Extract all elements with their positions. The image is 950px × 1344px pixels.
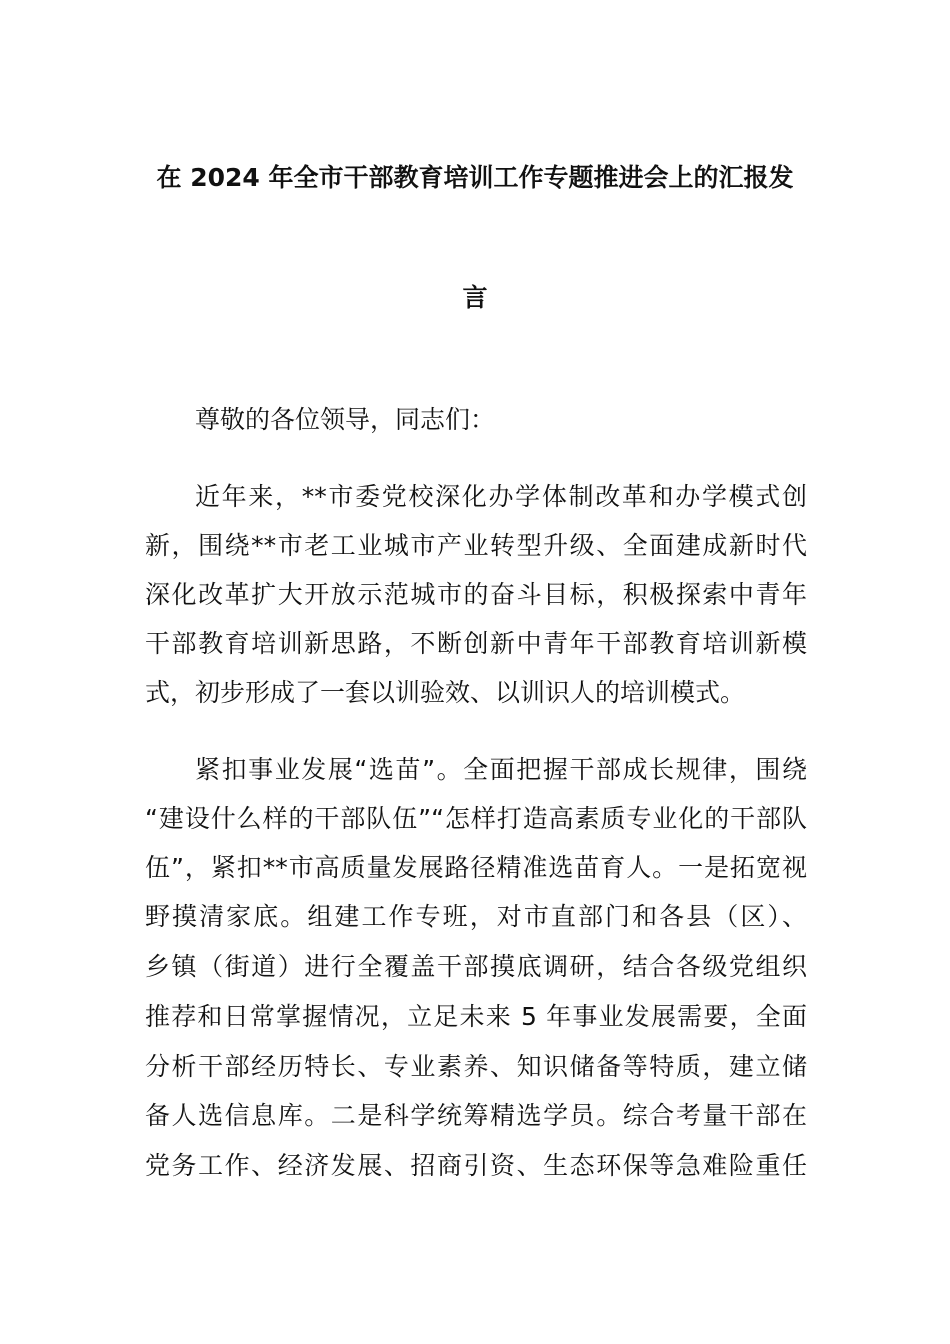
paragraph-2-line: 紧扣事业发展“选苗”。全面把握干部成长规律，围绕 <box>195 755 807 784</box>
paragraph-2-line: 推荐和日常掌握情况，立足未来 5 年事业发展需要，全面 <box>145 1002 807 1031</box>
paragraph-2-line: 野摸清家底。组建工作专班，对市直部门和各县（区）、 <box>145 902 807 931</box>
paragraph-2-line: 备人选信息库。二是科学统筹精选学员。综合考量干部在 <box>145 1101 807 1130</box>
paragraph-2-line: “建设什么样的干部队伍”“怎样打造高素质专业化的干部队 <box>145 804 807 833</box>
paragraph-1-line: 干部教育培训新思路，不断创新中青年干部教育培训新模 <box>145 629 807 658</box>
paragraph-2-line: 分析干部经历特长、专业素养、知识储备等特质，建立储 <box>145 1052 807 1081</box>
paragraph-2-line: 乡镇（街道）进行全覆盖干部摸底调研，结合各级党组织 <box>145 952 807 981</box>
paragraph-1-line: 近年来，**市委党校深化办学体制改革和办学模式创 <box>195 482 807 511</box>
paragraph-2-line: 党务工作、经济发展、招商引资、生态环保等急难险重任 <box>145 1151 807 1180</box>
paragraph-1-line: 深化改革扩大开放示范城市的奋斗目标，积极探索中青年 <box>145 580 807 609</box>
paragraph-1-line: 新，围绕**市老工业城市产业转型升级、全面建成新时代 <box>145 531 807 560</box>
paragraph-2-line: 伍”，紧扣**市高质量发展路径精准选苗育人。一是拓宽视 <box>145 853 807 882</box>
paragraph-1-line: 式，初步形成了一套以训验效、以训识人的培训模式。 <box>145 678 746 707</box>
salutation: 尊敬的各位领导，同志们： <box>195 405 496 434</box>
document-title-line-2: 言 <box>462 283 488 312</box>
document-title-line-1: 在 2024 年全市干部教育培训工作专题推进会上的汇报发 <box>156 163 794 192</box>
